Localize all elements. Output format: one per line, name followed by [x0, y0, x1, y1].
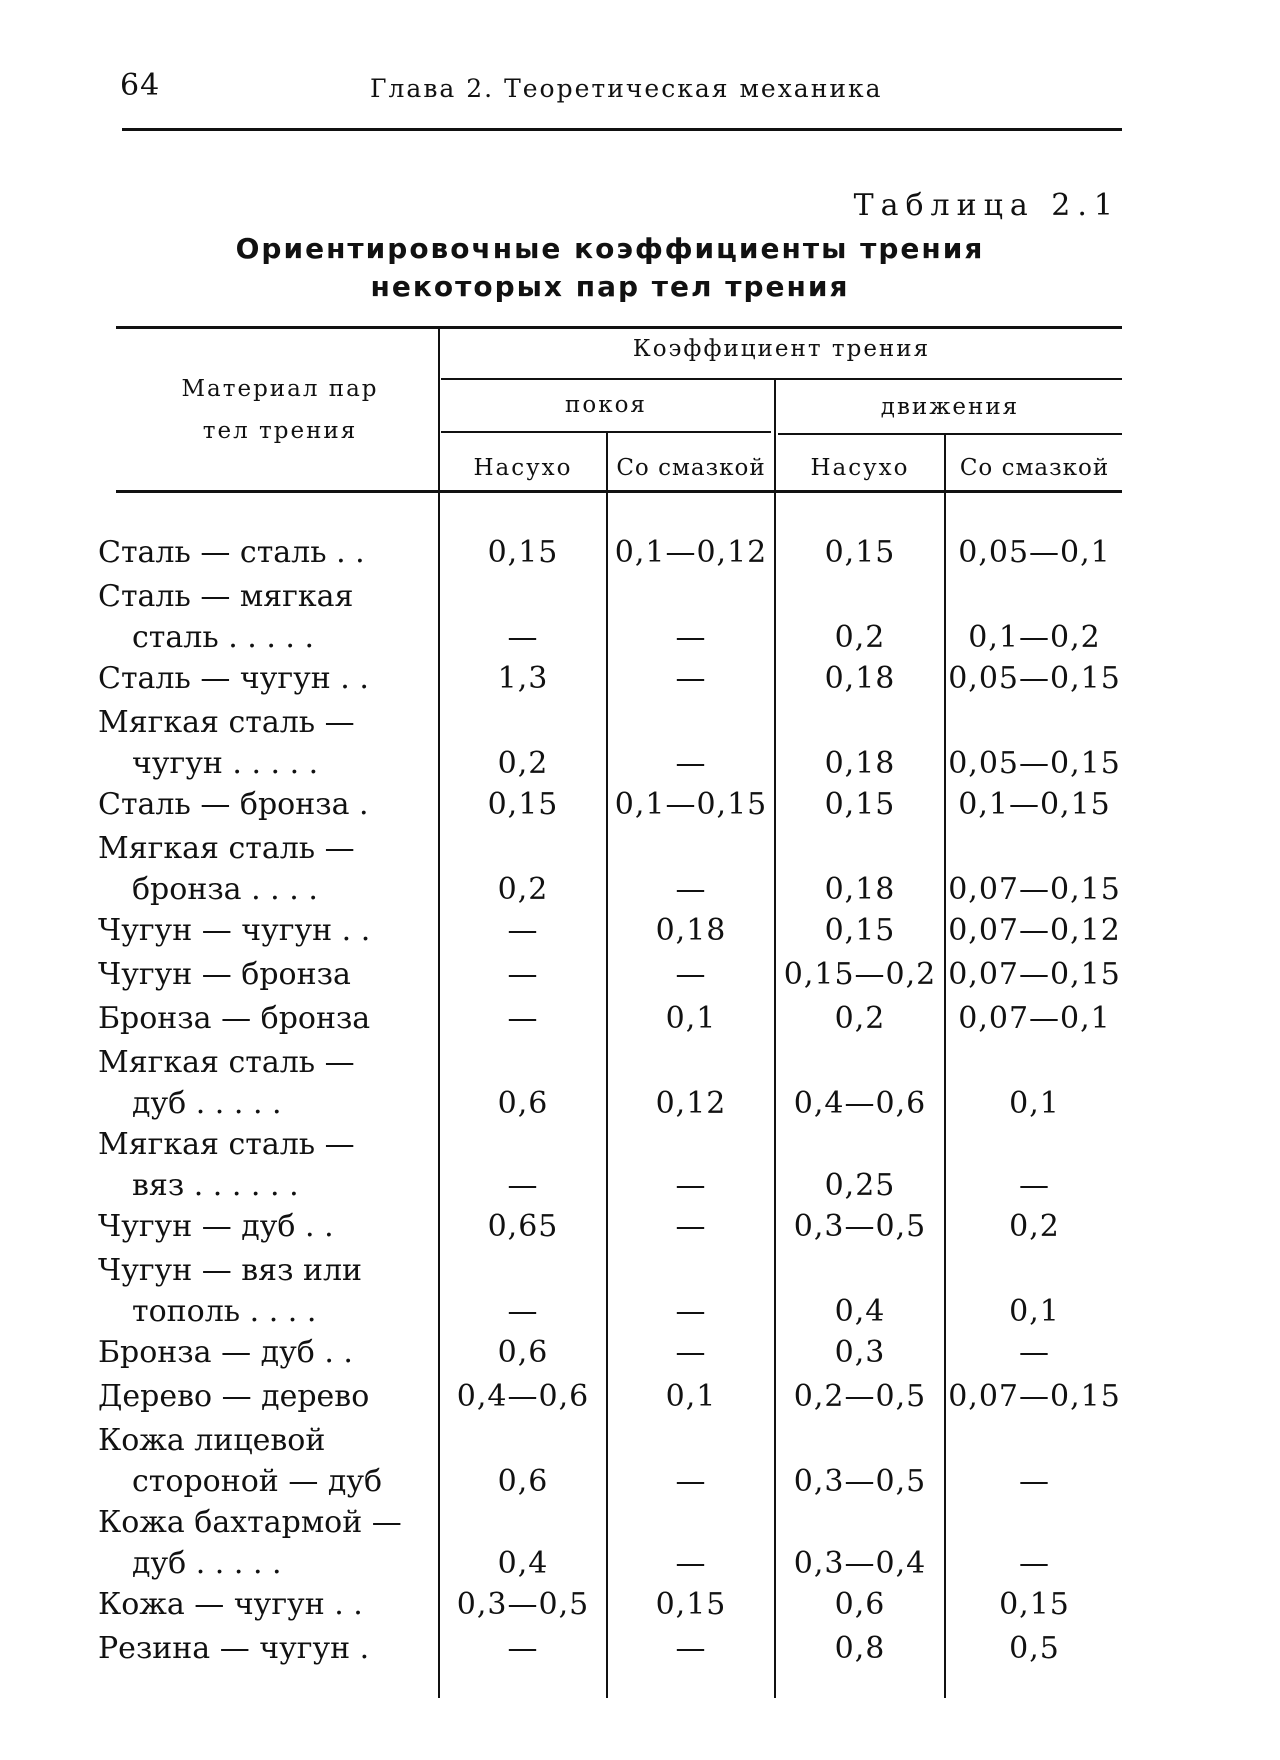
- material-line-1: Мягкая сталь —: [98, 1045, 355, 1080]
- material-line-1: Чугун — чугун . .: [98, 913, 371, 948]
- value-cell: 0,1: [1009, 1294, 1060, 1329]
- subgroup-rule-motion: [778, 433, 1122, 435]
- value-cell: 0,15: [487, 787, 559, 822]
- value-cell: 1,3: [497, 661, 549, 696]
- value-cell: 0,07—0,15: [948, 1379, 1121, 1414]
- value-cell: 0,3: [834, 1335, 886, 1370]
- material-cell: [98, 1423, 428, 1500]
- value-cell: 0,2: [834, 620, 886, 655]
- material-line-2: чугун . . . . .: [132, 746, 319, 781]
- material-line-1: Сталь — сталь . .: [98, 535, 365, 570]
- material-line-1: Кожа — чугун . .: [98, 1587, 363, 1622]
- value-cell: —: [675, 661, 707, 696]
- value-cell: 0,2: [497, 746, 549, 781]
- material-cell: [98, 913, 428, 949]
- value-cell: —: [675, 1335, 707, 1370]
- value-cell: 0,2: [1009, 1209, 1060, 1244]
- material-cell: [98, 787, 428, 823]
- header-motion-dry: Насухо: [810, 455, 910, 481]
- material-cell: [98, 661, 428, 697]
- material-line-1: Чугун — бронза: [98, 957, 351, 992]
- value-cell: —: [1019, 1464, 1050, 1499]
- value-cell: 0,05—0,15: [948, 661, 1121, 696]
- material-cell: [98, 1379, 428, 1415]
- material-line-1: Мягкая сталь —: [98, 831, 355, 866]
- value-cell: —: [507, 913, 539, 948]
- value-cell: 0,12: [655, 1086, 727, 1121]
- header-material-line-1: Материал пар: [181, 376, 379, 402]
- value-cell: 0,4: [834, 1294, 886, 1329]
- material-cell: [98, 1209, 428, 1245]
- value-cell: 0,15: [824, 535, 896, 570]
- material-line-2: тополь . . . .: [132, 1294, 317, 1329]
- value-cell: 0,2: [497, 872, 549, 907]
- material-cell: [98, 1127, 428, 1204]
- vline-rest-split: [606, 433, 608, 1698]
- value-cell: 0,25: [824, 1168, 896, 1203]
- value-cell: —: [675, 1294, 707, 1329]
- vline-motion-split: [944, 435, 946, 1698]
- value-cell: 0,15: [487, 535, 559, 570]
- material-line-1: Сталь — мягкая: [98, 579, 354, 614]
- value-cell: 0,18: [824, 746, 896, 781]
- material-cell: [98, 705, 428, 782]
- value-cell: —: [1019, 1335, 1050, 1370]
- value-cell: 0,1: [665, 1001, 717, 1036]
- value-cell: —: [507, 1001, 539, 1036]
- value-cell: 0,4—0,6: [456, 1379, 590, 1414]
- material-line-1: Бронза — бронза: [98, 1001, 371, 1036]
- value-cell: —: [507, 1631, 539, 1666]
- value-cell: 0,6: [834, 1587, 886, 1622]
- value-cell: 0,65: [487, 1209, 559, 1244]
- material-line-2: стороной — дуб: [132, 1464, 383, 1499]
- value-cell: 0,2—0,5: [793, 1379, 927, 1414]
- table-label: Таблица 2.1: [853, 188, 1120, 223]
- material-line-2: вяз . . . . . .: [132, 1168, 299, 1203]
- value-cell: —: [675, 957, 707, 992]
- value-cell: 0,3—0,5: [793, 1209, 927, 1244]
- value-cell: 0,6: [497, 1464, 549, 1499]
- value-cell: 0,15: [824, 787, 896, 822]
- material-cell: [98, 831, 428, 908]
- material-line-1: Бронза — дуб . .: [98, 1335, 353, 1370]
- value-cell: 0,18: [824, 872, 896, 907]
- material-cell: [98, 1335, 428, 1371]
- material-cell: [98, 579, 428, 656]
- material-line-1: Мягкая сталь —: [98, 705, 355, 740]
- value-cell: 0,1—0,12: [614, 535, 768, 570]
- value-cell: 0,8: [834, 1631, 886, 1666]
- value-cell: 0,1—0,15: [614, 787, 768, 822]
- value-cell: —: [507, 957, 539, 992]
- header-motion: движения: [880, 394, 1020, 420]
- vline-material: [438, 328, 440, 1698]
- value-cell: 0,05—0,15: [948, 746, 1121, 781]
- value-cell: 0,07—0,12: [948, 913, 1121, 948]
- page-number: 64: [120, 68, 161, 103]
- value-cell: 0,1—0,2: [968, 620, 1101, 655]
- value-cell: 0,07—0,1: [958, 1001, 1111, 1036]
- material-line-1: Чугун — дуб . .: [98, 1209, 334, 1244]
- value-cell: 0,07—0,15: [948, 957, 1121, 992]
- vline-group-split: [774, 380, 776, 1698]
- material-line-2: дуб . . . . .: [132, 1086, 282, 1121]
- material-line-1: Резина — чугун .: [98, 1631, 370, 1666]
- material-cell: [98, 1505, 428, 1582]
- value-cell: 0,4—0,6: [793, 1086, 927, 1121]
- value-cell: —: [675, 746, 707, 781]
- material-line-1: Сталь — бронза .: [98, 787, 369, 822]
- material-line-1: Чугун — вяз или: [98, 1253, 363, 1288]
- material-line-2: дуб . . . . .: [132, 1546, 282, 1581]
- material-cell: [98, 535, 428, 571]
- material-cell: [98, 1587, 428, 1623]
- value-cell: 0,3—0,5: [456, 1587, 590, 1622]
- header-rest-dry: Насухо: [473, 455, 573, 481]
- value-cell: —: [675, 1546, 707, 1581]
- value-cell: —: [675, 1209, 707, 1244]
- running-head: Глава 2. Теоретическая механика: [370, 74, 883, 103]
- value-cell: —: [1019, 1168, 1050, 1203]
- value-cell: 0,18: [824, 661, 896, 696]
- value-cell: 0,4: [497, 1546, 549, 1581]
- value-cell: 0,2: [834, 1001, 886, 1036]
- value-cell: —: [507, 1168, 539, 1203]
- value-cell: 0,6: [497, 1086, 549, 1121]
- caption-line-1: Ориентировочные коэффициенты трения: [235, 232, 985, 265]
- value-cell: 0,3—0,4: [793, 1546, 927, 1581]
- value-cell: —: [1019, 1546, 1050, 1581]
- value-cell: 0,18: [655, 913, 727, 948]
- value-cell: —: [675, 872, 707, 907]
- value-cell: 0,1—0,15: [958, 787, 1111, 822]
- value-cell: 0,15—0,2: [783, 957, 937, 992]
- material-cell: [98, 957, 428, 993]
- value-cell: 0,05—0,1: [958, 535, 1111, 570]
- material-cell: [98, 1253, 428, 1330]
- value-cell: 0,15: [824, 913, 896, 948]
- value-cell: 0,15: [655, 1587, 727, 1622]
- header-rest: покоя: [565, 392, 647, 418]
- value-cell: —: [675, 1168, 707, 1203]
- material-cell: [98, 1045, 428, 1122]
- value-cell: 0,1: [1009, 1086, 1060, 1121]
- material-cell: [98, 1631, 428, 1667]
- material-line-1: Сталь — чугун . .: [98, 661, 369, 696]
- caption-line-2: некоторых пар тел трения: [370, 270, 850, 303]
- value-cell: 0,6: [497, 1335, 549, 1370]
- material-cell: [98, 1001, 428, 1037]
- value-cell: —: [507, 620, 539, 655]
- value-cell: 0,5: [1009, 1631, 1060, 1666]
- value-cell: 0,07—0,15: [948, 872, 1121, 907]
- value-cell: 0,15: [999, 1587, 1070, 1622]
- material-line-1: Дерево — дерево: [98, 1379, 370, 1414]
- material-line-2: сталь . . . . .: [132, 620, 315, 655]
- material-line-1: Кожа бахтармой —: [98, 1505, 402, 1540]
- value-cell: —: [675, 1464, 707, 1499]
- table-top-rule: [116, 326, 1122, 329]
- table-caption: [180, 230, 1040, 306]
- value-cell: —: [675, 620, 707, 655]
- group-rule: [441, 378, 1122, 380]
- value-cell: —: [675, 1631, 707, 1666]
- header-material: [150, 368, 410, 452]
- value-cell: 0,3—0,5: [793, 1464, 927, 1499]
- material-line-1: Кожа лицевой: [98, 1423, 326, 1458]
- header-rest-lubricated: Со смазкой: [616, 455, 766, 481]
- header-friction-coefficient: Коэффициент трения: [632, 336, 931, 362]
- header-motion-lubricated: Со смазкой: [959, 455, 1110, 481]
- header-material-line-2: тел трения: [202, 418, 358, 444]
- material-line-1: Мягкая сталь —: [98, 1127, 355, 1162]
- header-rule: [122, 128, 1122, 131]
- header-bottom-rule: [116, 490, 1122, 493]
- value-cell: —: [507, 1294, 539, 1329]
- material-line-2: бронза . . . .: [132, 872, 318, 907]
- value-cell: 0,1: [665, 1379, 717, 1414]
